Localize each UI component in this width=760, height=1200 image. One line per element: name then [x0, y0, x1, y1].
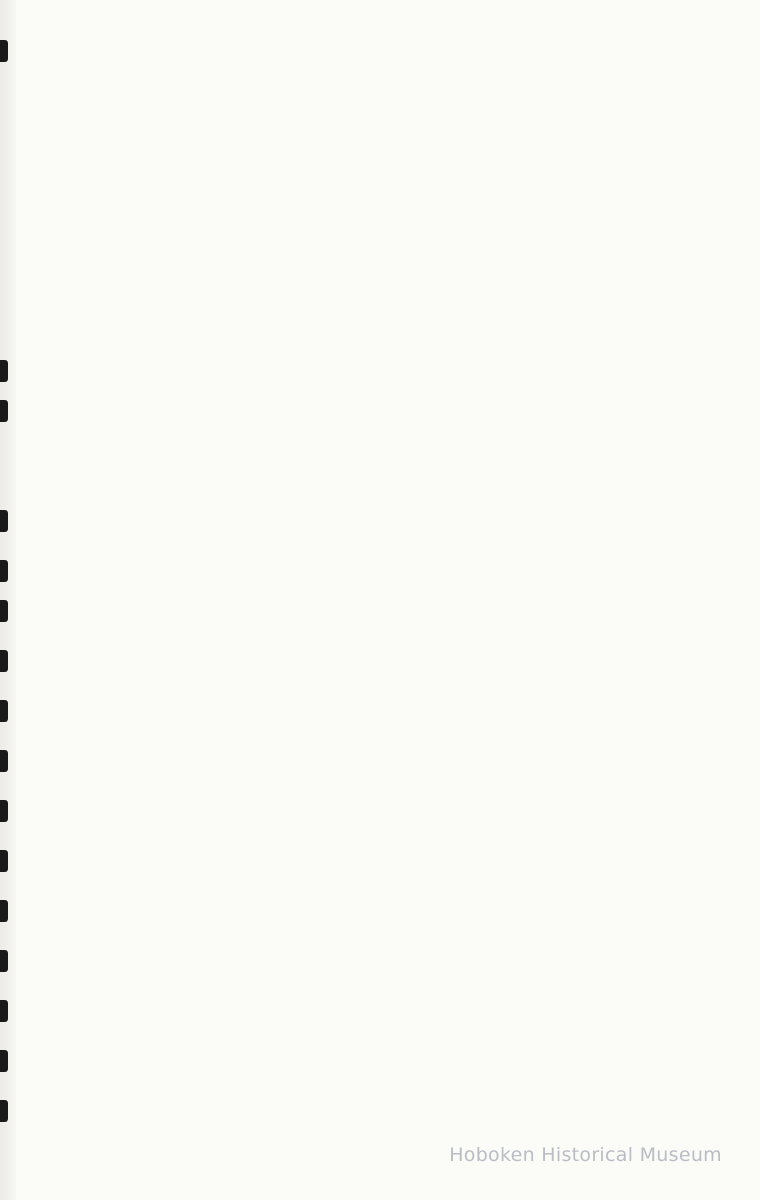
binding-ring — [0, 360, 8, 382]
spiral-binding — [0, 0, 16, 1200]
binding-ring — [0, 400, 8, 422]
binding-ring — [0, 950, 8, 972]
binding-ring — [0, 750, 8, 772]
binding-ring — [0, 560, 8, 582]
binding-ring — [0, 1100, 8, 1122]
binding-ring — [0, 600, 8, 622]
binding-ring — [0, 510, 8, 532]
binding-ring — [0, 1050, 8, 1072]
binding-ring — [0, 900, 8, 922]
binding-ring — [0, 800, 8, 822]
binding-ring — [0, 650, 8, 672]
binding-ring — [0, 850, 8, 872]
binding-ring — [0, 40, 8, 62]
binding-ring — [0, 1000, 8, 1022]
binding-ring — [0, 700, 8, 722]
museum-watermark: Hoboken Historical Museum — [449, 1144, 722, 1166]
